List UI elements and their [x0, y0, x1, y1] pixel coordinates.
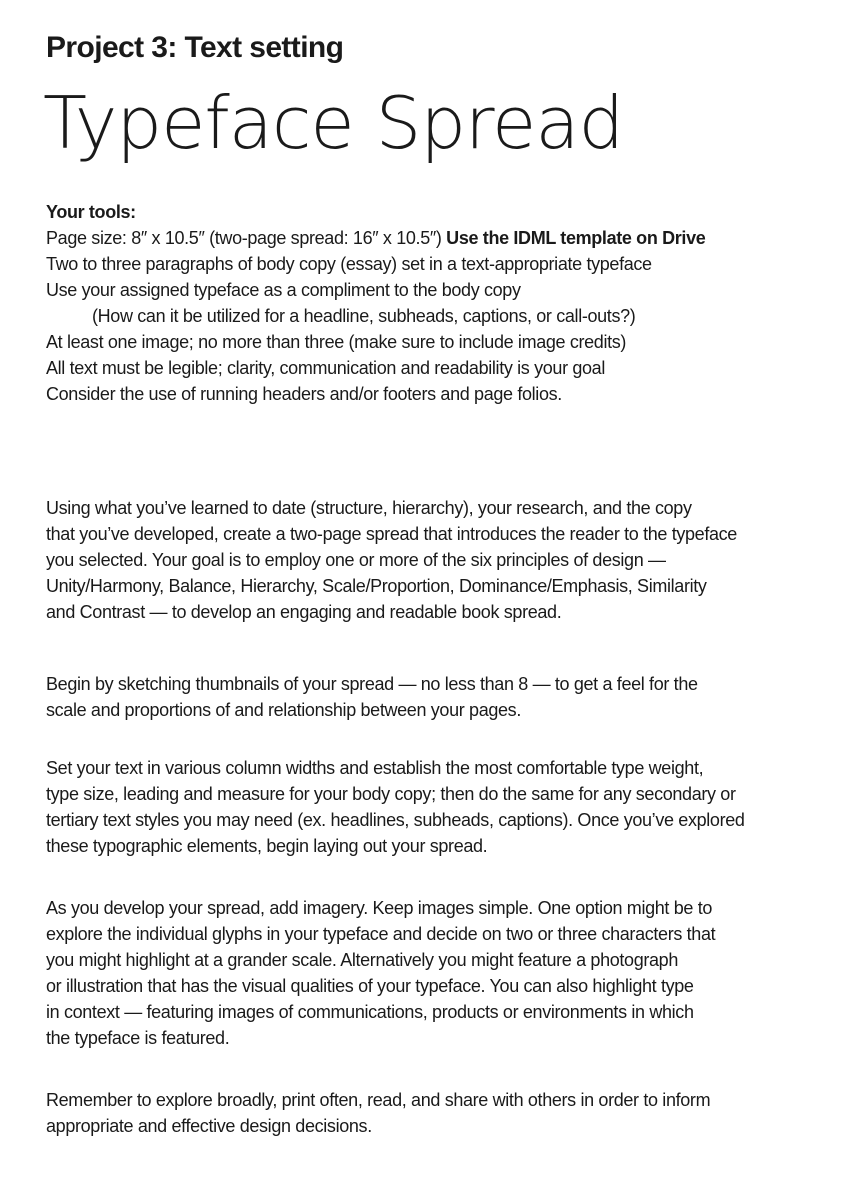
paragraph-line: you selected. Your goal is to employ one or more of the six principles of design —: [46, 550, 666, 570]
tools-line-usage-question: (How can it be utilized for a headline, subheads, captions, or call-outs?): [92, 306, 636, 326]
tools-section: [46, 199, 836, 407]
paragraph-line: that you’ve developed, create a two-page spread that introduces the reader to the typeface: [46, 524, 737, 544]
tools-line-body-copy: Two to three paragraphs of body copy (essay) set in a text-appropriate typeface: [46, 254, 652, 274]
paragraph-thumbnails: [46, 671, 698, 723]
paragraph-line: and Contrast — to develop an engaging and readable book spread.: [46, 602, 562, 622]
paragraph-line: scale and proportions of and relationship between your pages.: [46, 700, 521, 720]
paragraph-text-settings: [46, 755, 745, 859]
tools-line-headers-footers: Consider the use of running headers and/or footers and page folios.: [46, 384, 562, 404]
tools-line-page-size: [46, 225, 836, 251]
paragraph-imagery: [46, 895, 715, 1051]
tools-line-images: At least one image; no more than three (make sure to include image credits): [46, 332, 627, 352]
paragraph-line: Set your text in various column widths and establish the most comfortable type weight,: [46, 758, 704, 778]
paragraph-line: you might highlight at a grander scale. Alternatively you might feature a photograph: [46, 950, 679, 970]
page-title: Typeface Spread: [43, 81, 624, 165]
paragraph-line: Begin by sketching thumbnails of your spread — no less than 8 — to get a feel for the: [46, 674, 698, 694]
paragraph-line: Remember to explore broadly, print often, read, and share with others in order to inform: [46, 1090, 711, 1110]
tools-template-note: Use the IDML template on Drive: [446, 228, 706, 248]
tools-line-legibility: All text must be legible; clarity, communication and readability is your goal: [46, 358, 605, 378]
paragraph-line: explore the individual glyphs in your typeface and decide on two or three characters that: [46, 924, 716, 944]
tools-heading: Your tools:: [46, 202, 136, 222]
paragraph-line: the typeface is featured.: [46, 1028, 230, 1048]
project-title: Project 3: Text setting: [46, 31, 344, 64]
tools-page-size-text: Page size: 8″ x 10.5″ (two-page spread: 16″ x 10.5″): [46, 228, 447, 248]
paragraph-closing: [46, 1087, 710, 1139]
paragraph-line: in context — featuring images of communications, products or environments in which: [46, 1002, 694, 1022]
paragraph-line: Unity/Harmony, Balance, Hierarchy, Scale/Proportion, Dominance/Emphasis, Similarity: [46, 576, 707, 596]
tools-line-assigned-typeface: Use your assigned typeface as a compliment to the body copy: [46, 280, 521, 300]
paragraph-line: tertiary text styles you may need (ex. headlines, subheads, captions). Once you’ve explored: [46, 810, 745, 830]
paragraph-line: appropriate and effective design decisions.: [46, 1116, 372, 1136]
paragraph-intro: [46, 495, 737, 625]
paragraph-line: type size, leading and measure for your body copy; then do the same for any secondary or: [46, 784, 736, 804]
paragraph-line: or illustration that has the visual qualities of your typeface. You can also highlight type: [46, 976, 694, 996]
paragraph-line: As you develop your spread, add imagery. Keep images simple. One option might be to: [46, 898, 713, 918]
paragraph-line: Using what you’ve learned to date (structure, hierarchy), your research, and the copy: [46, 498, 692, 518]
paragraph-line: these typographic elements, begin laying out your spread.: [46, 836, 488, 856]
